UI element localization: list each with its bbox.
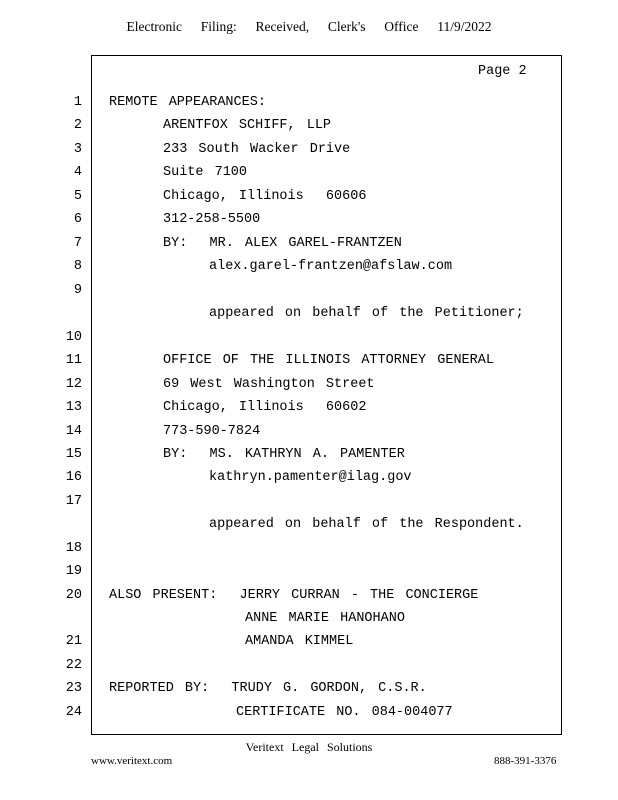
line-number: 10 bbox=[65, 330, 82, 345]
line-number: 22 bbox=[65, 658, 82, 673]
transcript-line-text: Chicago, Illinois 60606 bbox=[163, 189, 367, 204]
transcript-line-text: Chicago, Illinois 60602 bbox=[163, 400, 367, 415]
line-number: 21 bbox=[65, 634, 82, 649]
filing-stamp: Electronic Filing: Received, Clerk's Office 11/9/2022 bbox=[126, 19, 492, 34]
line-number: 18 bbox=[65, 541, 82, 556]
transcript-line-text: BY: MR. ALEX GAREL-FRANTZEN bbox=[163, 236, 402, 251]
transcript-line-text: appeared on behalf of the Respondent. bbox=[209, 517, 524, 532]
line-number: 24 bbox=[65, 705, 82, 720]
line-number: 4 bbox=[73, 165, 82, 180]
footer-phone: 888-391-3376 bbox=[494, 755, 557, 767]
transcript-line-text: ARENTFOX SCHIFF, LLP bbox=[163, 118, 332, 133]
transcript-line-text: AMANDA KIMMEL bbox=[245, 634, 354, 649]
transcript-line-text: ALSO PRESENT: JERRY CURRAN - THE CONCIERGE bbox=[109, 588, 479, 603]
transcript-line-text: 312-258-5500 bbox=[163, 212, 261, 227]
line-number: 19 bbox=[65, 564, 82, 579]
line-number: 15 bbox=[65, 447, 82, 462]
footer-url: www.veritext.com bbox=[91, 755, 173, 767]
transcript-line-text: kathryn.pamenter@ilag.gov bbox=[209, 470, 412, 485]
line-number: 5 bbox=[73, 189, 82, 204]
line-number: 11 bbox=[65, 353, 82, 368]
transcript-line-text: BY: MS. KATHRYN A. PAMENTER bbox=[163, 447, 405, 462]
transcript-line-text: 773-590-7824 bbox=[163, 424, 261, 439]
page-number: Page 2 bbox=[478, 64, 527, 79]
line-number: 13 bbox=[65, 400, 82, 415]
line-number: 20 bbox=[65, 588, 82, 603]
transcript-line-text: Suite 7100 bbox=[163, 165, 248, 180]
transcript-line-text: alex.garel-frantzen@afslaw.com bbox=[209, 259, 453, 274]
line-number: 9 bbox=[73, 283, 82, 298]
transcript-line-text: REMOTE APPEARANCES: bbox=[109, 95, 266, 110]
transcript-line-text: ANNE MARIE HANOHANO bbox=[245, 611, 405, 626]
transcript-line-text: 69 West Washington Street bbox=[163, 377, 375, 392]
line-number: 7 bbox=[73, 236, 82, 251]
line-number: 17 bbox=[65, 494, 82, 509]
line-number: 1 bbox=[73, 95, 82, 110]
line-number: 2 bbox=[73, 118, 82, 133]
footer-company: Veritext Legal Solutions bbox=[245, 740, 373, 754]
line-number: 6 bbox=[73, 212, 82, 227]
transcript-line-text: CERTIFICATE NO. 084-004077 bbox=[236, 705, 453, 720]
line-number: 3 bbox=[73, 142, 82, 157]
line-number: 23 bbox=[65, 681, 82, 696]
line-number: 16 bbox=[65, 470, 82, 485]
transcript-page-frame bbox=[91, 55, 562, 735]
transcript-line-text: 233 South Wacker Drive bbox=[163, 142, 351, 157]
transcript-line-text: appeared on behalf of the Petitioner; bbox=[209, 306, 524, 321]
line-number: 8 bbox=[73, 259, 82, 274]
transcript-line-text: REPORTED BY: TRUDY G. GORDON, C.S.R. bbox=[109, 681, 427, 696]
line-number: 12 bbox=[65, 377, 82, 392]
transcript-line-text: OFFICE OF THE ILLINOIS ATTORNEY GENERAL bbox=[163, 353, 494, 368]
line-number: 14 bbox=[65, 424, 82, 439]
